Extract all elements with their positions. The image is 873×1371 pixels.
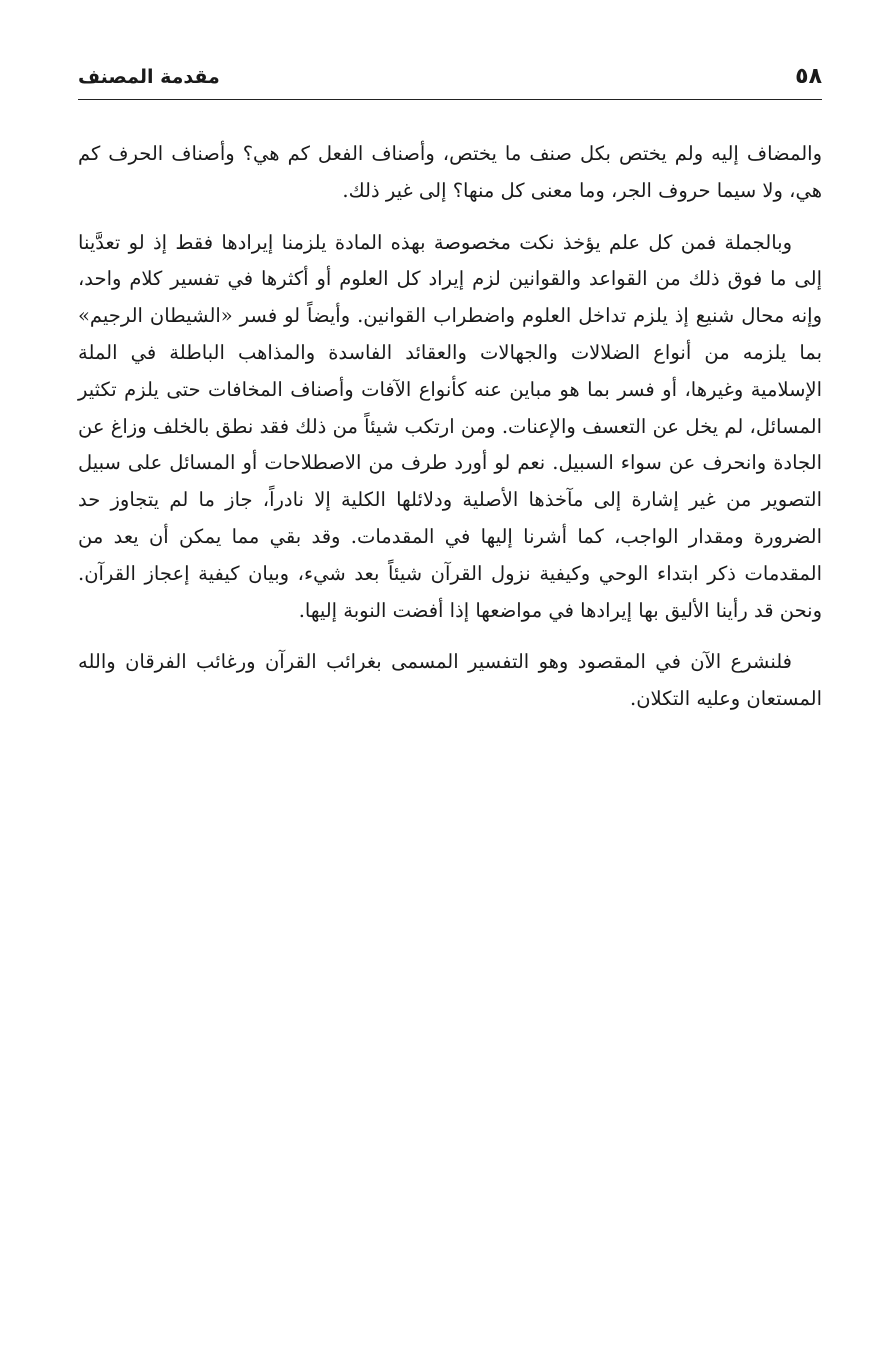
section-title: مقدمة المصنف — [78, 66, 220, 88]
paragraph: والمضاف إليه ولم يختص بكل صنف ما يختص، وأصناف الفعل كم هي؟ وأصناف الحرف كم هي، ولا سيما حروف الجر، وما معنى كل منها؟ إلى غير ذلك. — [78, 142, 822, 202]
running-head — [78, 62, 822, 96]
header-rule — [78, 99, 822, 100]
paragraph: فلنشرع الآن في المقصود وهو التفسير المسمى بغرائب القرآن ورغائب الفرقان والله المستعان وعليه التكلان. — [78, 650, 822, 711]
paragraph: وبالجملة فمن كل علم يؤخذ نكت مخصوصة بهذه المادة يلزمنا إيرادها فقط إذ لو تعدَّينا إلى ما فوق ذلك من القواعد والقوانين لزم إيراد كل العلوم أو أكثرها في تفسير كلام واحد، وإنه محال شنيع إذ يلزم تداخل العلوم واضطراب القوانين. وأيضاً لو فسر «الشيطان الرجيم» بما يلزمه من أنواع الضلالات والجهالات والعقائد الفاسدة والمذاهب الباطلة في الملة الإسلامية وغيرها، أو فسر بما هو مباين عنه كأنواع الآفات وأصناف المخافات حتى يلزم تكثير المسائل، لم يخل عن التعسف والإعنات. ومن ارتكب شيئاً من ذلك فقد نطق بالخلف وزاغ عن الجادة وانحرف عن سواء السبيل. نعم لو أورد طرف من الاصطلاحات أو المسائل على سبيل التصوير من غير إشارة إلى مآخذها الأصلية ودلائلها الكلية إلا نادراً، جاز ما لم يتجاوز حد الضرورة ومقدار الواجب، كما أشرنا إليها في المقدمات. وقد بقي مما يمكن أن يعد من المقدمات ذكر ابتداء الوحي وكيفية نزول القرآن شيئاً بعد شيء، وبيان كيفية إعجاز القرآن. ونحن قد رأينا الأليق بها إيرادها في مواضعها إذا أفضت النوبة إليها. — [78, 230, 822, 622]
page-number: ٥٨ — [795, 64, 822, 89]
body-text — [78, 136, 822, 733]
